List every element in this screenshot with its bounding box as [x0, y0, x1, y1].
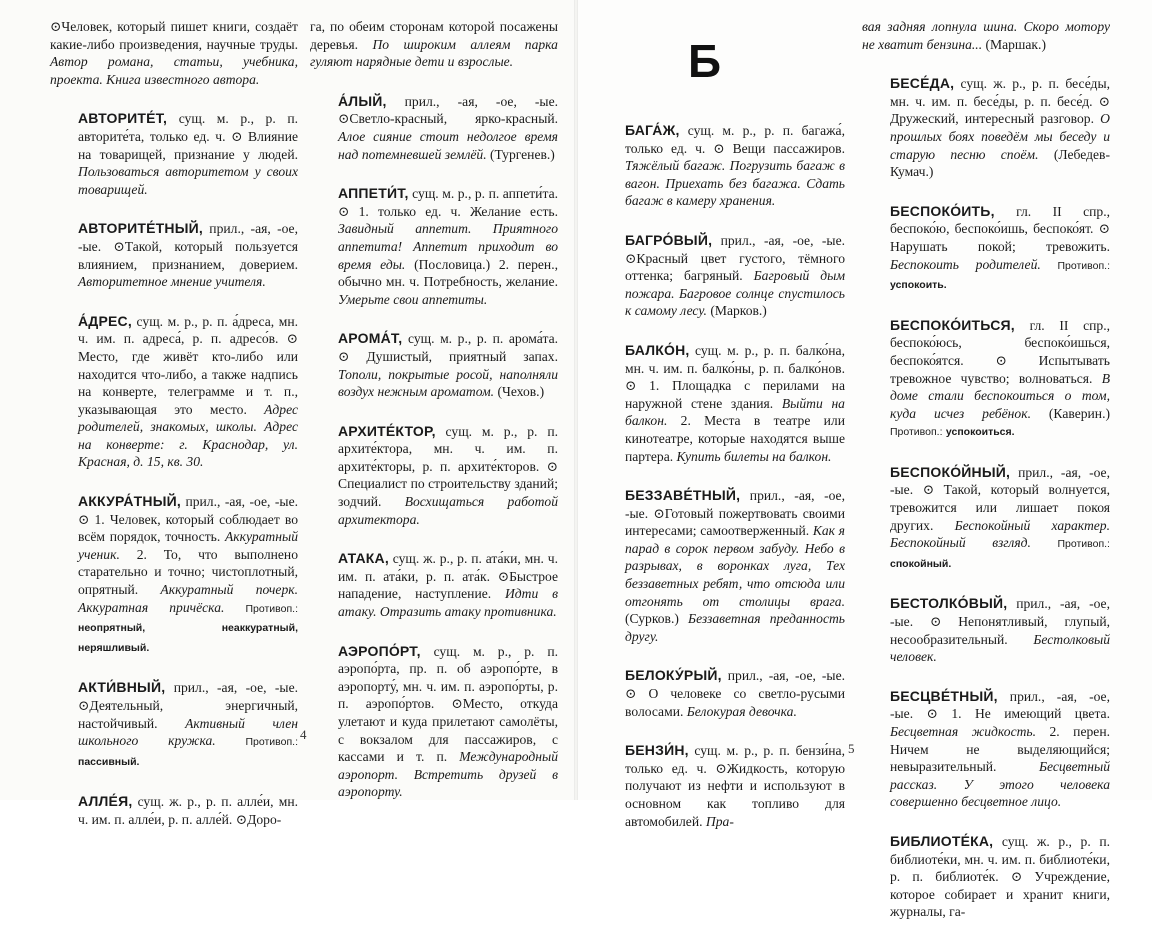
entry-example: Багровый дым пожара. Багровое солнце спустилось к самому лесу.: [625, 268, 845, 319]
entry-headword: БЕЛОКУ́РЫЙ,: [625, 667, 722, 684]
entry-example: Пра-: [705, 813, 734, 829]
dictionary-entry: [310, 550, 558, 620]
entry-example: Алое сияние стоит недолгое время над потемневшей землёй.: [338, 128, 558, 162]
entry-continuation: [50, 18, 298, 88]
entry-example-2: Купить билеты на балкон.: [676, 448, 832, 464]
antonym-words: спокойный.: [890, 557, 952, 570]
dictionary-entry: [597, 487, 845, 645]
entry-example: Идти в атаку. Отразить атаку противника.: [338, 586, 559, 620]
dictionary-entry: [310, 93, 558, 163]
entry-definition: прил., -ая, -ое, -ые. ⊙Готовый пожертвовать своими интересами; самоотверженный.: [625, 488, 845, 539]
entry-definition: сущ. м. р., р. п. арома́та. ⊙ Душистый, приятный запах.: [338, 331, 558, 364]
entry-source: (Маршак.): [982, 36, 1046, 52]
dictionary-entry: [862, 688, 1110, 811]
book-gutter: [574, 0, 578, 800]
antonym-label: Противоп.:: [1057, 259, 1110, 272]
entry-headword: АРХИТЕ́КТОР,: [338, 422, 436, 439]
entry-headword: АЛЛЕ́Я,: [78, 793, 133, 810]
entry-headword: БЕНЗИ́Н,: [625, 742, 689, 759]
dictionary-entry: [310, 423, 558, 529]
entry-source: (Лебедев-Кумач.): [890, 146, 1110, 180]
entry-example: Бесцветная жидкость.: [890, 724, 1037, 739]
dictionary-entry: [50, 679, 298, 771]
entry-definition: прил., -ая, -ое, -ые. ⊙ 1. Не имеющий цвета.: [890, 688, 1110, 722]
column-1: [50, 18, 298, 851]
entry-example: Восхищаться работой архитектора.: [338, 494, 558, 527]
entry-definition: прил., -ая, -ое, -ые. ⊙ 1. Человек, который соблюдает во всём порядок, точность.: [78, 494, 298, 545]
entry-example: Аккуратный ученик.: [78, 529, 298, 562]
entry-source: (Марков.): [706, 303, 767, 319]
dictionary-entry: [597, 232, 845, 320]
entry-example: Тяжёлый багаж. Погрузить багаж в вагон. Приехать без багажа. Сдать багаж в камеру хранения.: [625, 158, 845, 209]
entry-definition: прил., -ая, -ое, -ые. ⊙ Такой, который волнуется, тревожится или лишает покоя других.: [890, 464, 1110, 533]
entry-example: В доме стали беспокоиться о том, куда исчез ребёнок.: [890, 370, 1110, 421]
entry-headword: БЕЗЗАВЕ́ТНЫЙ,: [625, 487, 741, 504]
entry-example: Пользоваться авторитетом у своих товарищей.: [78, 164, 298, 197]
entry-example-2: Умерьте свои аппетиты.: [338, 291, 488, 307]
entry-definition: сущ. м. р., р. п. балко́на, мн. ч. им. п. балко́ны, р. п. балко́нов. ⊙ 1. Площадка с перилами на наружной стене здания.: [625, 342, 845, 411]
entry-definition: сущ. ж. р., р. п. библиоте́ки, мн. ч. им. п. библиоте́ки, р. п. библиоте́к. ⊙ Учреждение, которое собирает и хранит книги, журналы, га-: [890, 833, 1110, 920]
dictionary-entry: [310, 330, 558, 400]
entry-example: Выйти на балкон.: [625, 395, 845, 429]
antonym-label: Противоп.:: [890, 426, 943, 439]
page-number-right: 5: [848, 741, 855, 756]
entry-definition: сущ. м. р., р. п. багажа́, только ед. ч. ⊙ Вещи пассажиров.: [625, 123, 845, 156]
entry-source: (Тургенев.): [486, 146, 555, 162]
column-3: [597, 122, 845, 852]
entry-continuation: [310, 18, 558, 71]
entry-headword: БЕСПОКО́ИТЬ,: [890, 202, 995, 219]
entry-headword: АТАКА,: [338, 550, 389, 567]
dictionary-entry: [50, 493, 298, 657]
dictionary-entry: [597, 742, 845, 830]
entry-headword: АВТОРИТЕ́Т,: [78, 110, 168, 127]
entry-example: Международный аэропорт. Встретить друзей в аэропорту.: [338, 749, 558, 800]
entry-example: Беспокоить родителей.: [890, 256, 1041, 272]
entry-definition: гл. II спр., беспоко́ю, беспоко́ишь, беспоко́ят. ⊙ Нарушать покой; тревожить.: [890, 203, 1110, 254]
antonym-label: Противоп.:: [245, 602, 298, 615]
dictionary-entry: [50, 313, 298, 471]
entry-definition-2: 2. перен. Ничем не выделяющийся; невыразительный.: [890, 724, 1110, 775]
dictionary-entry: [310, 185, 558, 308]
entry-definition: прил., -ая, -ое, -ые. ⊙ Непонятливый, глупый, несообразительный.: [890, 596, 1110, 647]
entry-definition: сущ. м. р., р. п. авторите́та, только ед. ч. ⊙ Влияние на товарищей, признание у людей.: [78, 111, 298, 162]
entry-example-2: Аккуратный почерк. Аккуратная причёска.: [78, 582, 299, 615]
entry-example: Авторитетное мнение учителя.: [78, 274, 266, 290]
entry-definition: сущ. м. р., р. п. бензи́на, только ед. ч. ⊙Жидкость, которую получают из нефти и используют в основном как топливо для автомобилей.: [625, 743, 845, 829]
entry-definition: сущ. м. р., р. п. архите́ктора, мн. ч. им. п. архите́кторы, р. п. архите́кторов. ⊙ Специалист по строительству зданий; зодчий.: [338, 423, 558, 510]
entry-definition: сущ. м. р., р. п. аэропо́рта, пр. п. об аэропо́рте, в аэропорту́, мн. ч. им. п. аэропо́рты, р. п. аэропо́ртов. ⊙Место, откуда улетают и куда прилетают самолёты, с вокзалом для пассажиров, с кассами и т. п.: [338, 643, 558, 765]
entry-example: Завидный аппетит. Приятного аппетита! Аппетит приходит во время еды.: [338, 221, 558, 272]
antonym-words: неопрятный, неаккуратный, неряшливый.: [78, 622, 298, 654]
entry-source: (Чехов.): [494, 384, 545, 400]
entry-example: Активный член школьного кружка.: [78, 715, 298, 749]
entry-definition: прил., -ая, -ое, -ые. ⊙Светло-красный, ярко-красный.: [338, 93, 558, 127]
entry-example-3: Беззаветная преданность другу.: [625, 611, 845, 644]
dictionary-entry: [862, 595, 1110, 665]
entry-definition: прил., -ая, -ое, -ые. ⊙Красный цвет густого, тёмного оттенка; багряный.: [625, 232, 845, 284]
entry-definition: прил., -ая, -ое, -ые. ⊙Такой, который пользуется влиянием, признанием, доверием.: [78, 221, 298, 272]
dictionary-entry: [310, 643, 558, 801]
entry-headword: АППЕТИ́Т,: [338, 185, 409, 202]
entry-definition: сущ. м. р., р. п. аппети́та. ⊙ 1. только ед. ч. Желание есть.: [338, 186, 558, 219]
dictionary-entry: [862, 833, 1110, 921]
page-number-left: 4: [300, 727, 307, 742]
entry-headword: АВТОРИТЕ́ТНЫЙ,: [78, 220, 203, 237]
dictionary-entry: [597, 342, 845, 465]
entry-headword: АЭРОПО́РТ,: [338, 642, 421, 659]
entry-definition-2: (Пословица.) 2. перен., обычно мн. ч. Потребность, желание.: [338, 256, 559, 290]
entry-example: вая задняя лопнула шина. Скоро мотору не хватит бензина...: [862, 19, 1110, 52]
entry-example-2: Бесцветный рассказ. У этого человека совершенно бесцветное лицо.: [890, 759, 1110, 810]
entry-example: По широким аллеям парка гуляют нарядные дети и взрослые.: [310, 36, 558, 70]
entry-definition: гл. II спр., беспоко́юсь, беспоко́ишься, беспоко́ятся. ⊙ Испытывать тревожное чувство; волноваться.: [890, 317, 1110, 386]
entry-example: Беспокойный характер. Беспокойный взгляд.: [890, 517, 1110, 551]
entry-definition: га, по обеим сторонам которой посажены деревья.: [310, 19, 558, 52]
entry-definition-2: 2. Места в театре или кинотеатре, которые находятся выше партера.: [625, 413, 845, 464]
antonym-words: успокоить.: [890, 279, 947, 292]
entry-source: (Сурков.): [625, 611, 689, 627]
dictionary-entry: [862, 464, 1110, 574]
entry-example: Как я парад в сорок первом забуду. Небо в разрывах, в воронках луга, Тех беззаветных ребят, что отсюда или отгонять от столицы врага.: [625, 523, 845, 609]
antonym-label: Противоп.:: [1057, 538, 1110, 551]
dictionary-entry: [50, 220, 298, 290]
dictionary-entry: [862, 75, 1110, 181]
entry-headword: БЕСПОКО́ЙНЫЙ,: [890, 463, 1011, 480]
entry-definition: сущ. ж. р., р. п. бесе́ды, мн. ч. им. п. бесе́ды, р. п. бесе́д. ⊙ Дружеский, интересный разговор.: [890, 76, 1110, 127]
entry-definition: прил., -ая, -ое, -ые. ⊙Деятельный, энергичный, настойчивый.: [78, 680, 298, 731]
entry-headword: А́ЛЫЙ,: [338, 92, 387, 109]
entry-headword: АРОМА́Т,: [338, 330, 403, 347]
entry-example: Адрес родителей, знакомых, школы. Адрес на конверте: г. Краснодар, ул. Красная, д. 15, кв. 30.: [78, 401, 298, 470]
dictionary-entry: [597, 667, 845, 720]
entry-definition: сущ. м. р., р. п. а́дреса, мн. ч. им. п. адреса́, р. п. адресо́в. ⊙ Место, где живёт кто-либо или находится что-либо, а также надпись на конверте, телеграмме и т. п., указывающая это место.: [78, 313, 298, 417]
entry-headword: БАГА́Ж,: [625, 122, 680, 138]
entry-headword: БЕСЕ́ДА,: [890, 75, 955, 92]
entry-headword: АККУРА́ТНЫЙ,: [78, 493, 181, 510]
entry-example: Тополи, покрытые росой, наполняли воздух нежным ароматом.: [338, 366, 558, 400]
entry-headword: БИБЛИОТЕ́КА,: [890, 832, 994, 849]
entry-example: О прошлых боях поведём мы беседу и старую песню споём.: [890, 111, 1110, 162]
entry-example: Бестолковый человек.: [890, 631, 1110, 665]
entry-definition: сущ. ж. р., р. п. ата́ки, мн. ч. им. п. ата́ки, р. п. ата́к. ⊙Быстрое нападение, наступление.: [338, 551, 558, 602]
entry-definition-2: 2. То, что выполнено старательно и точно; чистоплотный, опрятный.: [78, 546, 298, 598]
entry-definition: сущ. ж. р., р. п. алле́и, мн. ч. им. п. алле́и, р. п. алле́й. ⊙Доро-: [78, 794, 298, 827]
entry-headword: А́ДРЕС,: [78, 312, 132, 329]
antonym-label: Противоп.:: [245, 736, 298, 749]
entry-definition: прил., -ая, -ое, -ые. ⊙ О человеке со светло-русыми волосами.: [625, 668, 845, 719]
dictionary-entry: [50, 110, 298, 198]
dictionary-entry: [862, 317, 1110, 442]
entry-example: Белокурая девочка.: [686, 703, 797, 719]
entry-example: Автор романа, статьи, учебника, проекта. Книга известного автора.: [50, 54, 298, 87]
entry-headword: БЕСПОКО́ИТЬСЯ,: [890, 316, 1015, 333]
entry-continuation: [862, 18, 1110, 53]
dictionary-entry: [597, 122, 845, 210]
column-4: [862, 18, 1110, 943]
entry-definition: ⊙Человек, который пишет книги, создаёт какие-либо произведения, научные труды.: [50, 19, 298, 52]
column-2: [310, 18, 558, 823]
entry-headword: БАЛКО́Н,: [625, 341, 690, 358]
entry-headword: БЕСЦВЕ́ТНЫЙ,: [890, 687, 998, 704]
entry-headword: АКТИ́ВНЫЙ,: [78, 679, 166, 696]
section-letter: Б: [688, 35, 722, 87]
dictionary-entry: [862, 203, 1110, 295]
antonym-words: пассивный.: [78, 755, 140, 768]
entry-source: (Каверин.): [1030, 405, 1110, 421]
dictionary-entry: [50, 793, 298, 828]
entry-headword: БАГРО́ВЫЙ,: [625, 231, 713, 248]
entry-headword: БЕСТОЛКО́ВЫЙ,: [890, 595, 1008, 612]
antonym-words: успокоиться.: [945, 426, 1015, 439]
